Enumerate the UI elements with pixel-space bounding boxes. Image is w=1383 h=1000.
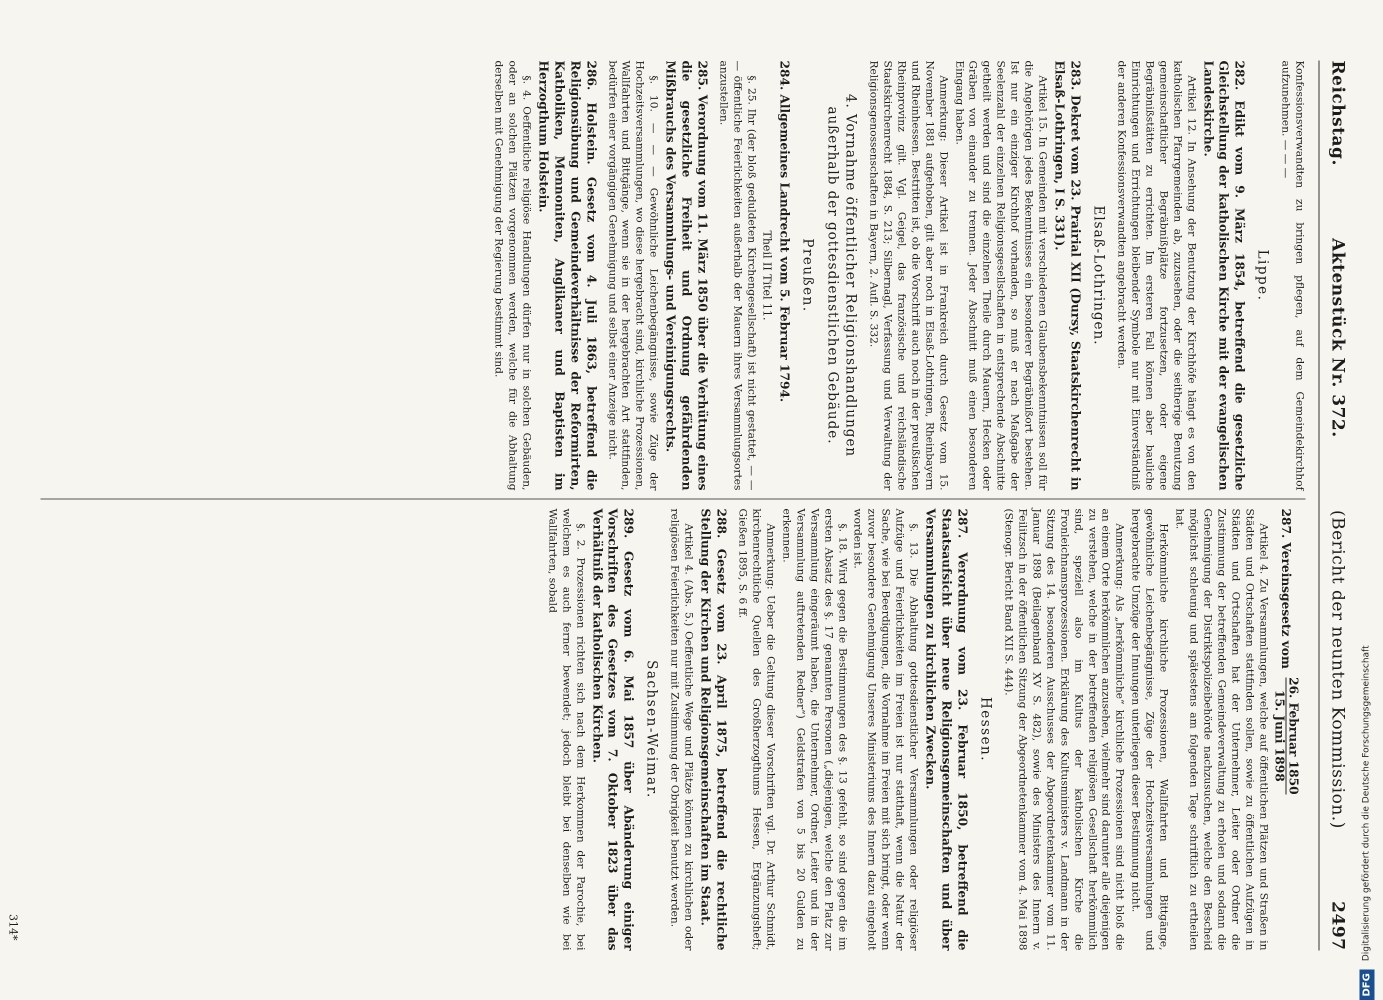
heading-289: 289. Gesetz vom 6. Mai 1857 über Abänderung einiger Vorschriften des Gesetzes vom 7. Oktober 1823 über das Verhältniß der katholischen Kirchen. (589, 508, 636, 950)
section-weimar: Sachsen-Weimar. (643, 659, 660, 799)
text-287: Artikel 4. Zu Versammlungen, welche auf öffentlichen Plätzen und Straßen in Städten und Ortschaften stattfinden sollen, sowie zu öffentlichen Aufzügen in Städten und Ortschaften hat der Unternehmer, Leiter oder Ordner die Zustimmung der betreffenden Gemeindeverwaltung zu erholen und sodann die Genehmigung der Distriktspolizeibehörde nachzusuchen, welche den Bescheid möglichst schleunig und spätestens am folgenden Tage schriftlich zu ertheilen hat. (1173, 508, 1270, 950)
note-287: Anmerkung: Als „herkömmliche“ kirchliche Prozessionen sind nicht bloß die an einem Orte herkömmlichen anzusehen, vielmehr sind darunter alle diejenigen zu verstehen, welche in der betreffenden religiösen Gesellschaft herkömmlich sind, speziell also im Kultus der katholischen Kirche die Fronleichnamsprozessionen. Erklärung des Kultusministers v. Landmann in der Sitzung des 14. besonderen Ausschusses der Abgeordnetenkammer vom 11. Januar 1898 (Beilagenband XV S. 482), sowie des Ministers des Innern v. Feilitzsch in der öffentlichen Sitzung der Abgeordnetenkammer vom 4. Mai 1898 (Stenogr. Bericht Band XII S. 444). (1001, 508, 1126, 950)
section-hessen: Hessen. (976, 696, 993, 762)
note-283: Anmerkung: Dieser Artikel ist in Frankreich durch Gesetz vom 15. November 1881 aufgehoben, gilt aber noch in Elsaß-Lothringen, Rheinbayern und Rheinhessen. Bestritten ist, ob die Vorschrift auch noch in der preußischen Rheinprovinz gilt. Vgl. Geigel, das französische und reichsländische Staatskirchenrecht 1884, S. 213; Silbernagl, Verfassung und Verwaltung der Religionsgenossenschaften in Bayern, 2. Aufl. S. 332. (866, 60, 949, 490)
heading-283: 283. Dekret vom 23. Prairial XII (Dursy, Staatskirchenrecht in Elsaß-Lothringen, I S. 331). (1052, 60, 1083, 490)
text-289: §. 2. Prozessionen richten sich nach dem Herkommen der Parochie, bei welchem es auch ferner bewendet; jedoch bleibt bei denselben wie bei Wallfahrten, sobald (545, 508, 586, 950)
text-285: §. 10. — — — Gewöhnliche Leichenbegängnisse, sowie Züge der Hochzeitsversammlungen, wo diese hergebracht sind, kirchliche Prozessionen, Wallfahrten und Bittgänge, wenn sie in der hergebrachten Art stattfinden, bedürfen einer vorgängigen Genehmigung und selbst einer Anzeige nicht. (605, 60, 660, 490)
header-left: Reichstag. (1327, 60, 1347, 166)
text-287b: §. 13. Die Abhaltung gottesdienstlicher Versammlungen oder religiöser Aufzüge und Feierlichkeiten im Freien ist nur statthaft, wenn die Natur der Sache, wie bei Beerdigungen, die Vornahme im Freien mit sich bringt, oder wenn zuvor besondere Genehmigung Unseres Ministeriums des Innern dazu eingeholt worden ist. (851, 508, 920, 950)
subheading-284: Theil II Titel 11. (760, 230, 774, 320)
section-lippe: Lippe. (1254, 249, 1271, 301)
text-286: §. 4. Oeffentliche religiöse Handlungen dürfen nur in solchen Gebäuden, oder an solchen Plätzen vorgenommen werden, welche für die Abhaltung derselben mit Genehmigung der Regierung bestimmt sind. (492, 60, 533, 490)
heading-288: 288. Gesetz vom 23. April 1875, betreffend die rechtliche Stellung der Kirchen und Religionsgemeinschaften im Staat. (697, 508, 728, 950)
note-287b: Anmerkung: Ueber die Geltung dieser Vorschriften vgl. Dr. Arthur Schmidt, kirchenrechtliche Quellen des Großherzogthums Hessen, Ergänzungsheft; Gießen 1895, S. 6 ff. (735, 508, 776, 950)
text-284: §. 25. Ihr (der bloß geduldeten Kirchengesellschaft) ist nicht gestattet, — — — öffentliche Feierlichkeiten außerhalb der Mauern ihres Versammlungsortes anzustellen. (716, 60, 757, 490)
column-divider (40, 498, 1305, 499)
text-283: Artikel 15. In Gemeinden mit verschiedenen Glaubensbekenntnissen soll für die Angehörigen jedes Bekenntnisses ein besonderer Begräbnißort bestehen. Ist nur ein einziger Kirchhof vorhanden, so muß er nach Maßgabe der Seelenzahl der einzelnen Religionsgesellschaften in entsprechende Abschnitte getheilt werden und sind die einzelnen Theile durch Mauern, Hecken oder Gräben von einander zu trennen. Jeder Abschnitt muß einen besonderen Eingang haben. (952, 60, 1049, 490)
heading-287-label: 287. Vereinsgesetz vom (1278, 508, 1293, 669)
digitization-stamp (1355, 0, 1377, 1000)
date-top: 26. Februar 1850 (1286, 676, 1300, 795)
heading-285: 285. Verordnung vom 11. März 1850 über die Verhütung eines die gesetzliche Freiheit und Ordnung gefährdenden Mißbrauchs des Versammlungs- und Vereinigungsrechts. (663, 60, 710, 490)
stamp-text: Digitalisierung gefördert durch die Deutsche Forschungsgemeinschaft (1361, 644, 1371, 961)
text-287b-2: §. 18. Wird gegen die Bestimmungen des §. 13 gefehlt, so sind gegen die im ersten Absatz des §. 17 genannten Personen („diejenigen, welche den Platz zur Versammlung eingeräumt haben, die Unternehmer, Ordner, Leiter und in der Versammlung auftretenden Redner“) Geldstrafen von 5 bis 20 Gulden zu erkennen. (779, 508, 848, 950)
section-alsace: Elsaß-Lothringen. (1089, 204, 1106, 346)
section-preussen: Preußen. (799, 237, 816, 313)
dfg-logo: DFG (1359, 969, 1374, 1000)
page-header (1318, 60, 1355, 950)
header-center: Aktenstück Nr. 372. (1327, 237, 1347, 438)
page-number: 2497 (1327, 900, 1347, 950)
intro-text: Konfessionsverwandten zu bringen pflegen, auf dem Gemeindekirchhof aufzunehmen. — — — (1279, 60, 1305, 490)
date-bottom: 15. Juni 1898 (1271, 689, 1286, 782)
heading-287 (1271, 508, 1299, 950)
text-287-b: Herkömmliche kirchliche Prozessionen, Wallfahrten und Bittgänge, gewöhnliche Leichenbegängnisse, Züge der Hochzeitsversammlungen und hergebrachte Umzüge der Innungen unterliegen dieser Bestimmung nicht. (1129, 508, 1170, 950)
heading-286: 286. Holstein. Gesetz vom 4. Juli 1863, betreffend die Religionsübung und Gemeindeverhältnisse der Reformirten, Katholiken, Mennoniten, Anglikaner und Baptisten im Herzogthum Holstein. (535, 60, 598, 490)
text-282: Artikel 12. In Ansehung der Benutzung der Kirchhöfe hängt es von den katholischen Pfarrgemeinden ab, zuzusehen, oder die seitherige Benutzung gemeinschaftlicher Begräbnißplätze fortzusetzen, oder eigene Begräbnißstätten zu errichten. Im ersteren Fall können aber bauliche Einrichtungen und Errichtungen bleibender Symbole nur mit Einverständniß der anderen Konfessionsverwandten angebracht werden. (1114, 60, 1197, 490)
heading-287b: 287. Verordnung vom 23. Februar 1850, betreffend die Staatsaufsicht über neue Religionsgemeinschaften und über Versammlungen zu kirchlichen Zwecken. (923, 508, 969, 950)
signature-mark: 314* (6, 913, 19, 940)
heading-282: 282. Edikt vom 9. März 1854, betreffend die gesetzliche Gleichstellung der katholischen Kirche mit der evangelischen Landeskirche. (1200, 60, 1247, 490)
header-commission: (Bericht der neunten Kommission.) (1327, 509, 1347, 829)
heading-284: 284. Allgemeines Landrecht vom 5. Februar 1794. (777, 60, 792, 402)
text-288: Artikel 4. (Abs. 5.) Oeffentliche Wege und Plätze können zu kirchlichen oder religiösen Feierlichkeiten nur mit Zustimmung der Obrigkeit benutzt werden. (668, 508, 695, 950)
part-4-heading: 4. Vornahme öffentlicher Religionshandlungen außerhalb der gottesdienstlichen Gebäude. (823, 93, 858, 457)
right-column (30, 508, 1305, 950)
left-column (30, 60, 1305, 490)
heading-287-dates (1271, 677, 1299, 794)
